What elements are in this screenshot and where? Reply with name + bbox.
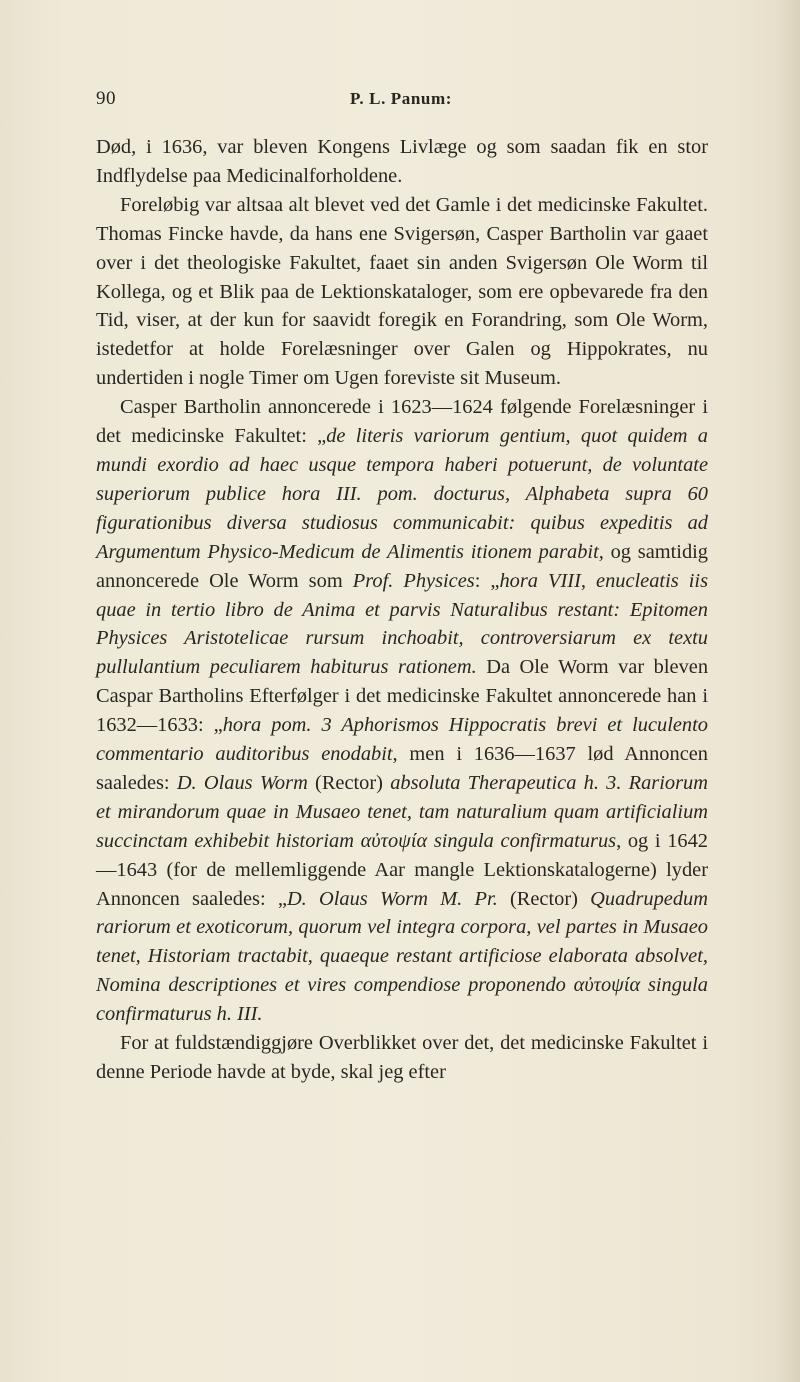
text-segment: : „ [474, 569, 500, 592]
text-segment: men i 1636—1637 lød Annoncen saaledes: [96, 743, 708, 794]
italic-latin-text: D. Olaus Worm M. Pr. [286, 887, 498, 910]
italic-latin-text: D. Olaus Worm [176, 771, 308, 794]
paragraph [96, 393, 708, 1029]
page-edge-shading [778, 0, 800, 1382]
italic-latin-text: Prof. Physices [352, 569, 475, 592]
body-text [96, 133, 708, 1087]
text-segment: Da Ole Worm var bleven Caspar Bartholins Efterfølger i det medicinske Fakultet annoncerede han i 1632—1633: „ [96, 656, 709, 737]
text-segment: (Rector) [497, 887, 591, 910]
text-segment: Casper Bartholin annoncerede i 1623—1624 følgende Forelæsninger i det medicinske Fakultet: „ [96, 396, 708, 448]
text-segment: Død, i 1636, var bleven Kongens Livlæge og som saadan fik en stor Indflydelse paa Medicinalforholdene. [96, 136, 708, 187]
text-segment: , og i 1642—1643 (for de mellemliggende Aar mangle Lektionskatalogerne) lyder Annoncen saaledes: „ [96, 829, 708, 910]
text-segment: For at fuldstændiggjøre Overblikket over det, det medicinske Fakultet i denne Periode havde at byde, skal jeg efter [96, 1032, 708, 1083]
text-segment: (Rector) [307, 771, 391, 794]
running-head: P. L. Panum: [350, 89, 452, 108]
italic-latin-text: Quadrupedum rariorum et exoticorum, quorum vel integra corpora, vel partes in Musaeo tenet, Historiam tractabit, quaeque restant artificiose elaborata absolvet, Nomina descriptiones et vires compendiose proponendo αὐτοψία singula confirmaturus h. III. [96, 887, 708, 1026]
text-segment: og samtidig annoncerede Ole Worm som [96, 540, 709, 592]
italic-latin-text: absoluta Therapeutica h. 3. Rariorum et mirandorum quae in Musaeo tenet, tam naturalium quam artificialium succinctam exhibebit historiam αὐτοψία singula confirmaturus [96, 771, 708, 852]
italic-latin-text: de literis variorum gentium, quot quidem a mundi exordio ad haec usque tempora haberi potuerunt, de voluntate superiorum publice hora III. pom. docturus, Alphabeta supra 60 figurationibus diversa studiosus communicabit: quibus expeditis ad Argumentum Physico-Medicum de Alimentis itionem parabit, [96, 425, 708, 563]
text-segment: Foreløbig var altsaa alt blevet ved det Gamle i det medicinske Fakultet. Thomas Fincke havde, da hans ene Svigersøn, Casper Bartholin var gaaet over i det theologiske Fakultet, faaet sin anden Svigersøn Ole Worm til Kollega, og et Blik paa de Lektionskataloger, som ere opbevarede fra den Tid, viser, at der kun for saavidt foregik en Forandring, som Ole Worm, istedetfor at holde Forelæsninger over Galen og Hippokrates, nu undertiden i nogle Timer om Ugen foreviste sit Museum. [96, 193, 708, 390]
italic-latin-text: hora VIII, enucleatis iis quae in tertio libro de Anima et parvis Naturalibus restant: Epitomen Physices Aristotelicae rursum inchoabit, controversiarum ex textu pullulantium peculiarem habiturus rationem. [96, 569, 708, 679]
paragraph [96, 191, 708, 393]
italic-latin-text: hora pom. 3 Aphorismos Hippocratis brevi et luculento commentario auditoribus enodabit, [96, 714, 708, 766]
page-header [96, 88, 708, 112]
page-number: 90 [96, 88, 116, 109]
paragraph [96, 133, 708, 191]
paragraph [96, 1029, 708, 1087]
